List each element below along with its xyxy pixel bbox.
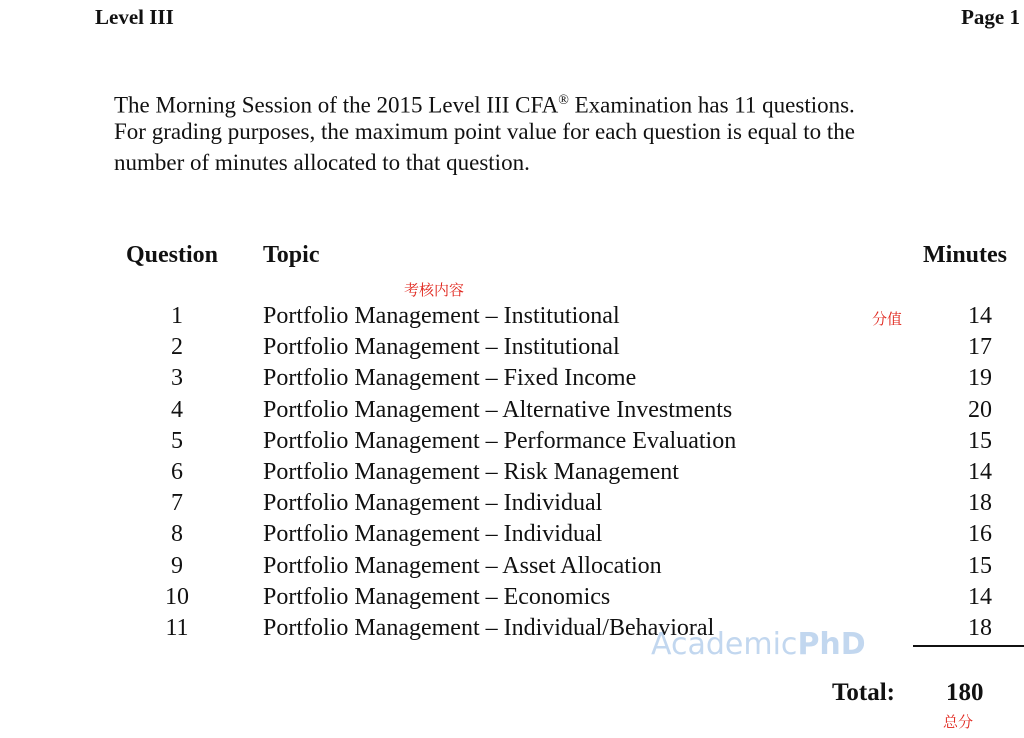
total-label: Total: <box>832 679 895 706</box>
total-value: 180 <box>946 679 984 706</box>
column-header-topic: Topic <box>263 242 320 268</box>
question-minutes: 16 <box>968 521 992 548</box>
annotation-total-note: 总分 <box>943 713 974 731</box>
watermark <box>651 627 866 662</box>
question-number: 9 <box>171 552 183 579</box>
table-row <box>0 334 1024 365</box>
table-row <box>0 615 1024 646</box>
question-topic: Portfolio Management – Institutional <box>263 303 620 329</box>
question-minutes: 14 <box>968 583 992 610</box>
question-number: 10 <box>165 583 189 610</box>
header-level: Level III <box>95 5 174 29</box>
intro-line-2: For grading purposes, the maximum point value for each question is equal to the <box>114 119 855 144</box>
annotation-score-note: 分值 <box>872 310 903 328</box>
question-topic: Portfolio Management – Risk Management <box>263 459 679 485</box>
table-row <box>0 397 1024 428</box>
question-minutes: 18 <box>968 490 992 517</box>
question-topic: Portfolio Management – Fixed Income <box>263 365 637 392</box>
question-number: 4 <box>171 396 183 423</box>
column-header-minutes: Minutes <box>923 242 1007 268</box>
question-topic: Portfolio Management – Individual <box>263 490 603 517</box>
question-number: 7 <box>171 490 183 517</box>
question-topic: Portfolio Management – Institutional <box>263 334 620 361</box>
table-row <box>0 584 1024 615</box>
intro-line-3: number of minutes allocated to that question. <box>114 150 530 175</box>
question-minutes: 19 <box>968 365 992 392</box>
question-topic: Portfolio Management – Asset Allocation <box>263 552 662 579</box>
registered-mark: ® <box>558 93 569 108</box>
column-header-question: Question <box>126 242 219 268</box>
table-row <box>0 490 1024 521</box>
annotation-topic-note: 考核内容 <box>404 281 465 299</box>
question-minutes: 14 <box>968 459 992 485</box>
question-topic: Portfolio Management – Alternative Investments <box>263 396 733 423</box>
question-topic: Portfolio Management – Economics <box>263 583 611 610</box>
question-minutes: 15 <box>968 427 992 454</box>
question-number: 8 <box>171 521 183 548</box>
question-minutes: 17 <box>968 334 992 361</box>
question-topic: Portfolio Management – Performance Evaluation <box>263 427 737 454</box>
question-number: 5 <box>171 427 183 454</box>
table-row <box>0 521 1024 552</box>
table-row <box>0 365 1024 396</box>
header-page-number: Page 1 <box>961 5 1020 29</box>
watermark-part-1: Academic <box>651 627 798 662</box>
table-row <box>0 428 1024 459</box>
intro-line-1-post: Examination has 11 questions. <box>568 92 855 118</box>
table-row <box>0 459 1024 490</box>
total-rule <box>913 645 1024 647</box>
question-topic: Portfolio Management – Individual <box>263 521 603 548</box>
question-minutes: 18 <box>968 615 992 641</box>
intro-line-1-pre: The Morning Session of the 2015 Level III CFA <box>114 92 559 118</box>
question-number: 3 <box>171 365 183 392</box>
question-number: 1 <box>171 303 183 329</box>
watermark-part-2: PhD <box>797 627 866 662</box>
table-row <box>0 303 1024 334</box>
question-minutes: 20 <box>968 396 992 423</box>
question-number: 2 <box>171 334 183 361</box>
question-number: 6 <box>171 459 183 485</box>
question-minutes: 14 <box>968 303 992 329</box>
question-minutes: 15 <box>968 552 992 579</box>
question-number: 11 <box>165 615 189 641</box>
question-topic: Portfolio Management – Individual/Behavioral <box>263 615 715 641</box>
table-row <box>0 553 1024 584</box>
